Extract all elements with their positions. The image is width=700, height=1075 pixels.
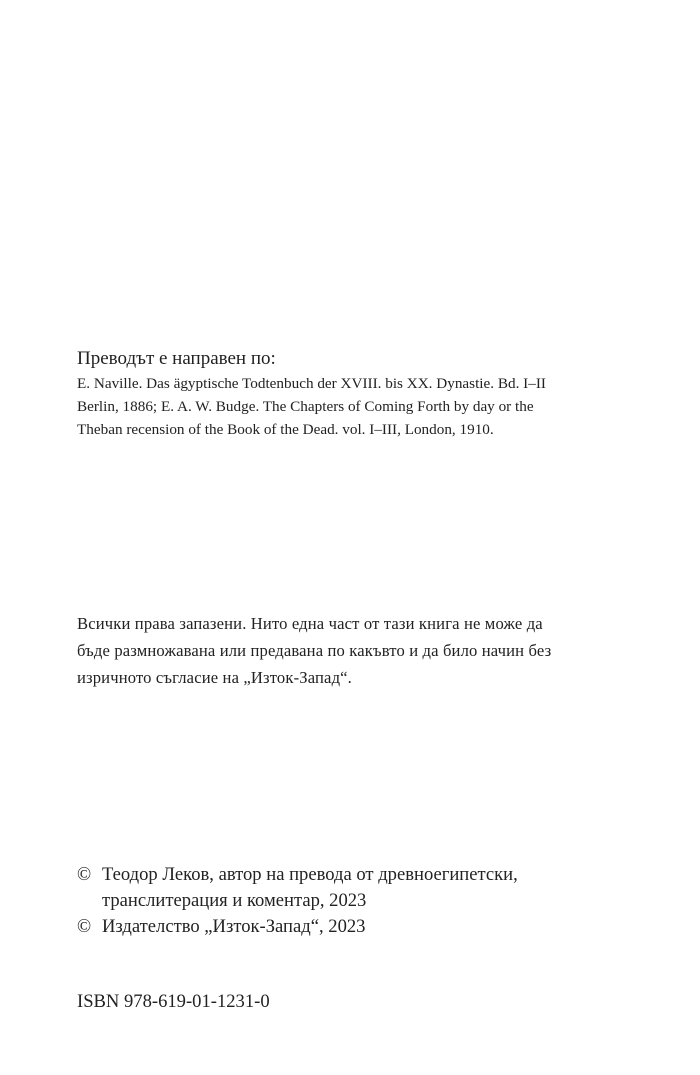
rights-notice-line: Всички права запазени. Нито една част от тази книга не може да (77, 614, 543, 633)
translation-source-line: Berlin, 1886; E. A. W. Budge. The Chapters of Coming Forth by day or the (77, 398, 534, 415)
rights-notice (77, 610, 647, 691)
copyright-text-line: Издателство „Изток-Запад“, 2023 (102, 916, 366, 937)
translation-source-line: E. Naville. Das ägyptische Todtenbuch der XVIII. bis XX. Dynastie. Bd. I–II (77, 375, 546, 392)
copyright-symbol: © (77, 916, 92, 937)
translation-source-line: Theban recension of the Book of the Dead. vol. I–III, London, 1910. (77, 421, 494, 438)
copyright-block (77, 862, 657, 940)
rights-notice-line: изричното съгласие на „Изток-Запад“. (77, 668, 352, 687)
copyright-text (102, 862, 518, 914)
copyright-symbol: © (77, 864, 92, 885)
copyright-entry-publisher (77, 914, 657, 940)
translation-source-block (77, 346, 637, 441)
translation-source-heading: Преводът е направен по: (77, 348, 276, 369)
rights-notice-line: бъде размножавана или предавана по какъвто и да било начин без (77, 641, 552, 660)
copyright-entry-translator (77, 862, 657, 914)
copyright-text-line: Теодор Леков, автор на превода от древноегипетски, (102, 864, 518, 885)
copyright-text (102, 914, 365, 940)
copyright-text-line: транслитерация и коментар, 2023 (102, 890, 367, 911)
isbn-number: ISBN 978-619-01-1231-0 (77, 991, 270, 1012)
